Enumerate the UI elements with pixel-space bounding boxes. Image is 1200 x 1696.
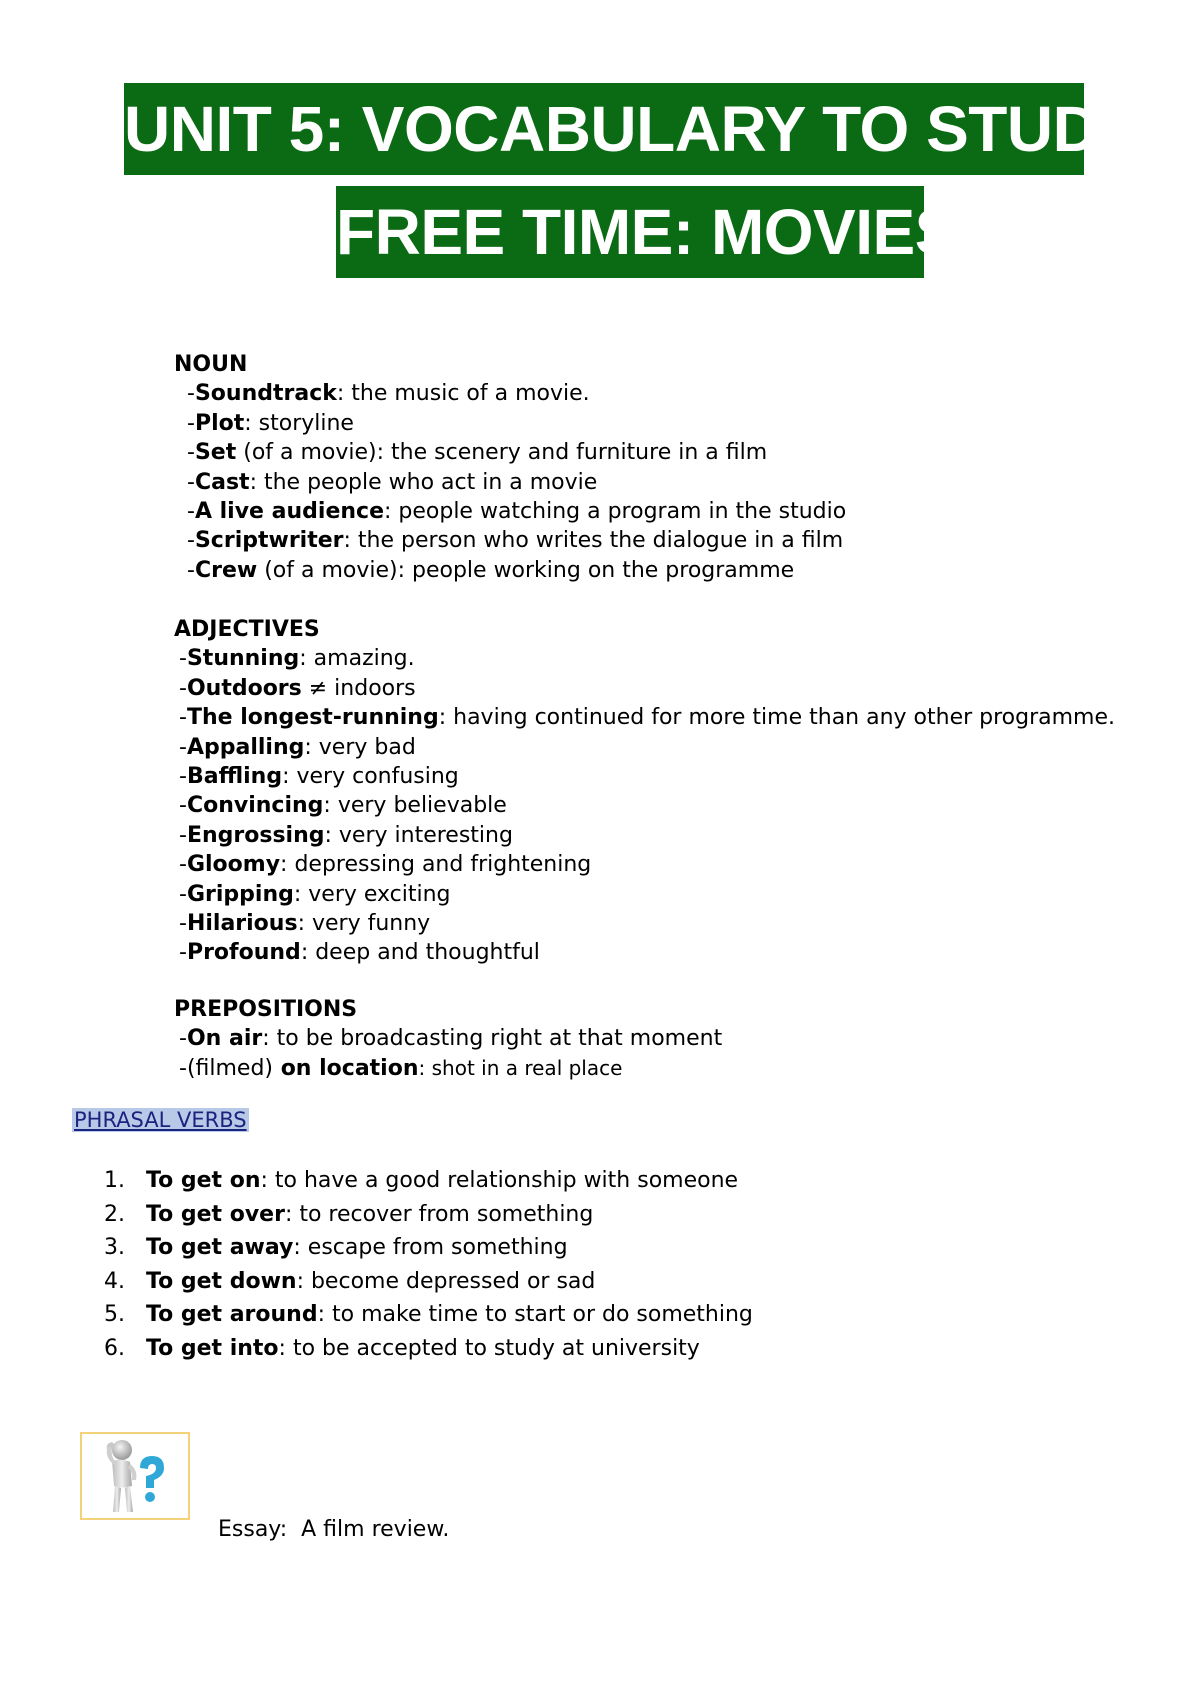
adjective-item: -Convincing: very believable <box>179 793 507 819</box>
adjectives-section <box>174 615 1115 968</box>
prepositions-heading: PREPOSITIONS <box>174 997 358 1022</box>
adjective-item: -Outdoors ≠ indoors <box>179 675 416 701</box>
noun-item: -Set (of a movie): the scenery and furniture in a film <box>187 440 768 466</box>
list-item: 6. To get into: to be accepted to study at university <box>104 1335 700 1361</box>
adjective-item: -Profound: deep and thoughtful <box>179 940 540 966</box>
preposition-item: -On air: to be broadcasting right at that moment <box>179 1026 723 1052</box>
preposition-item: -(filmed) on location: shot in a real place <box>179 1055 623 1081</box>
noun-item: -Plot: storyline <box>187 410 354 436</box>
adjective-item: -Gloomy: depressing and frightening <box>179 852 592 878</box>
adjective-item: -Gripping: very exciting <box>179 881 451 907</box>
list-item: 1. To get on: to have a good relationship with someone <box>104 1168 739 1193</box>
adjectives-heading: ADJECTIVES <box>174 617 320 642</box>
list-item: 2. To get over: to recover from something <box>104 1201 594 1227</box>
adjective-item: -Stunning: amazing. <box>179 646 415 672</box>
prepositions-section <box>174 995 722 1083</box>
adjective-item: -The longest-running: having continued for more time than any other programme. <box>179 705 1116 731</box>
adjective-item: -Hilarious: very funny <box>179 911 431 937</box>
noun-item: -A live audience: people watching a program in the studio <box>187 499 847 525</box>
noun-item: -Crew (of a movie): people working on the programme <box>187 557 795 583</box>
adjective-item: -Baffling: very confusing <box>179 764 459 790</box>
noun-item: -Cast: the people who act in a movie <box>187 469 598 495</box>
page-title-unit: UNIT 5: VOCABULARY TO STUDY <box>124 83 1084 175</box>
adjective-item: -Engrossing: very interesting <box>179 822 513 848</box>
phrasal-verbs-heading: PHRASAL VERBS <box>74 1108 247 1132</box>
noun-item: -Soundtrack: the music of a movie. <box>187 381 590 407</box>
page-subtitle-topic: FREE TIME: MOVIES <box>336 186 924 278</box>
list-item: 3. To get away: escape from something <box>104 1235 568 1261</box>
list-item: 5. To get around: to make time to start or do something <box>104 1302 753 1328</box>
adjective-item: -Appalling: very bad <box>179 734 416 760</box>
thinking-figure-icon <box>80 1432 190 1520</box>
phrasal-verbs-list <box>104 1164 753 1366</box>
noun-item: -Scriptwriter: the person who writes the dialogue in a film <box>187 528 844 554</box>
essay-assignment: Essay: A film review. <box>218 1517 450 1542</box>
thinking-figure-svg <box>82 1434 188 1518</box>
list-item: 4. To get down: become depressed or sad <box>104 1268 596 1294</box>
noun-heading: NOUN <box>174 352 248 377</box>
noun-section <box>174 350 846 585</box>
